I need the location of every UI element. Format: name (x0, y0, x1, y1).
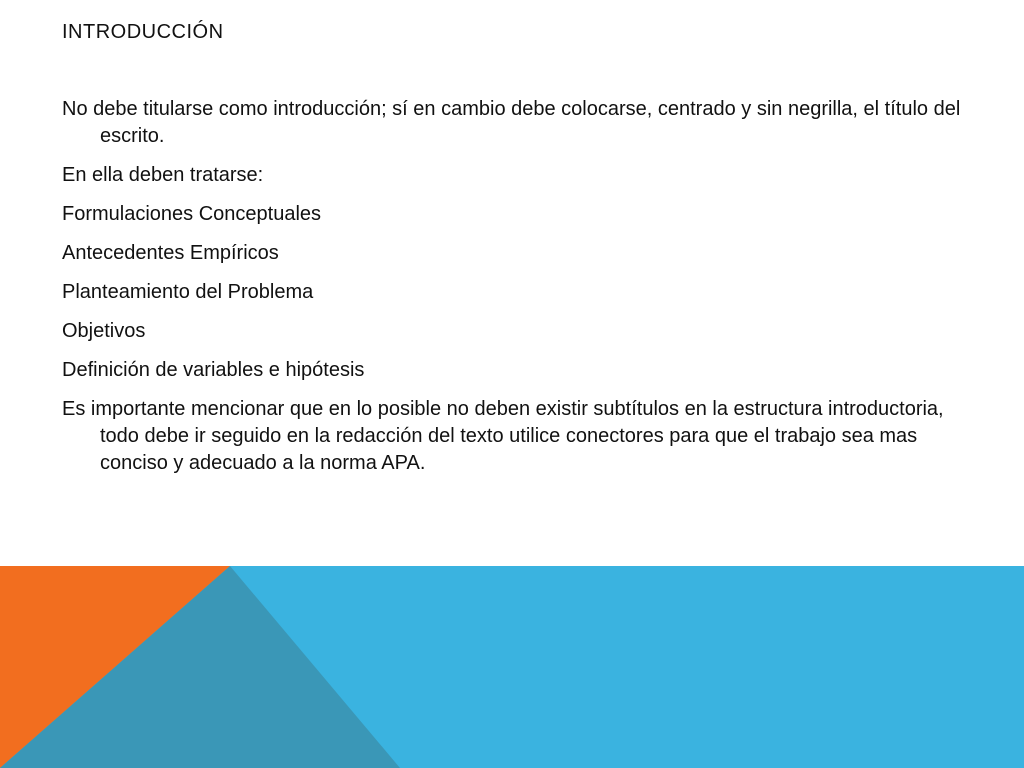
slide-body (62, 96, 962, 489)
body-paragraph: Objetivos (62, 320, 146, 342)
body-paragraph: Es importante mencionar que en lo posible no deben existir subtítulos en la estructura introductoria, todo debe ir seguido en la redacción del texto utilice conectores para que el trabajo sea mas conciso y adecuado a la norma APA. (62, 398, 944, 474)
body-paragraph: Antecedentes Empíricos (62, 242, 279, 264)
body-paragraph: Planteamiento del Problema (62, 281, 314, 303)
decorative-footer-shapes (0, 566, 1024, 768)
body-paragraph: Formulaciones Conceptuales (62, 203, 322, 225)
body-paragraph: En ella deben tratarse: (62, 164, 264, 186)
slide-title: INTRODUCCIÓN (62, 21, 224, 43)
body-paragraph: No debe titularse como introducción; sí en cambio debe colocarse, centrado y sin negrilla, el título del escrito. (62, 98, 961, 147)
body-paragraph: Definición de variables e hipótesis (62, 359, 365, 381)
